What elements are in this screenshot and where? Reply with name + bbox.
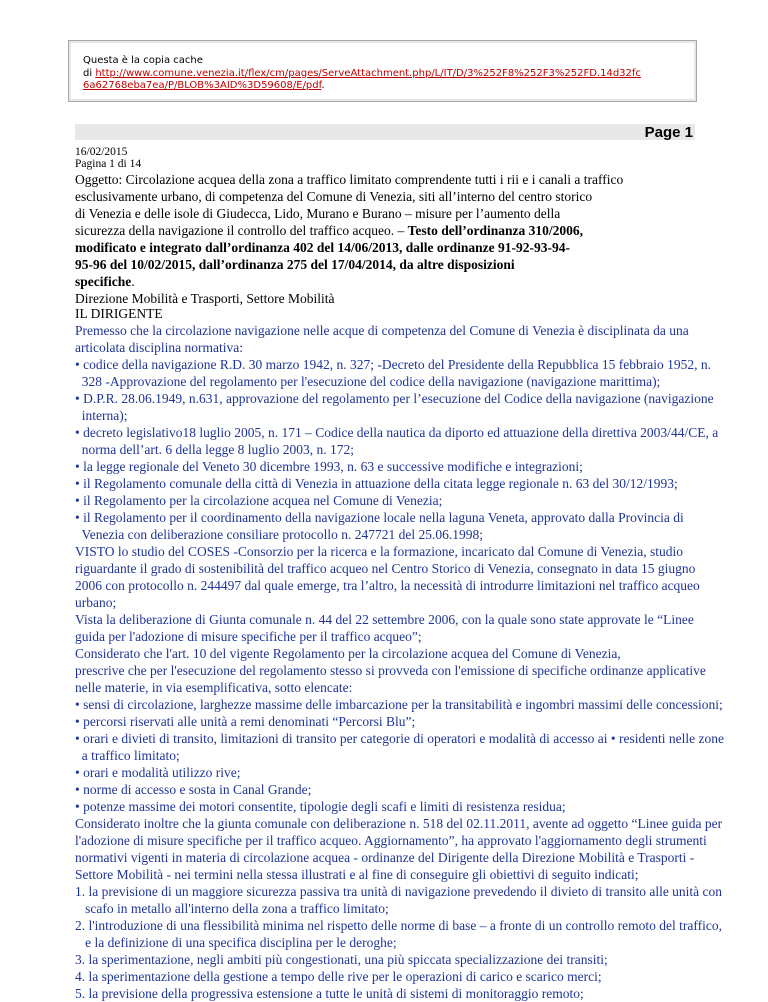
body-line: scafo in metallo all'interno della zona a traffico limitato; [75,901,389,916]
body-line: Considerato che l'art. 10 del vigente Regolamento per la circolazione acquea del Comune di Venezia, [75,646,621,661]
subject-line-mixed [75,222,705,239]
body-line: 5. la previsione della progressiva estensione a tutte le unità di sistemi di monitoraggio remoto; [75,986,584,1001]
body-line: prescrive che per l'esecuzione del regolamento stesso si provveda con l'emissione di specifiche ordinanze applicative [75,663,706,678]
subject-bold: modificato e integrato dall’ordinanza 402 del 14/06/2013, dalle ordinanze 91-92-93-94- [75,240,570,255]
page-number-label: Page 1 [644,124,693,141]
body-text [75,322,724,1002]
doc-date: 16/02/2015 [75,146,128,158]
body-line: • norme di accesso e sosta in Canal Grande; [75,782,312,797]
body-line: • orari e modalità utilizzo rive; [75,765,241,780]
body-line: 2006 con protocollo n. 244497 dal quale emerge, tra l’altro, la necessità di introdurre limitazioni nel traffico acqueo [75,578,700,593]
cache-notice [68,40,697,102]
document-body [75,305,724,1002]
body-line: norma dell’art. 6 della legge 8 luglio 2003, n. 172; [75,442,354,457]
subject-line [75,256,705,273]
document-header [75,146,705,307]
body-line: • la legge regionale del Veneto 30 dicembre 1993, n. 63 e successive modifiche e integrazioni; [75,459,583,474]
doc-direzione: Direzione Mobilità e Trasporti, Settore Mobilità [75,291,335,306]
doc-page-count: Pagina 1 di 14 [75,158,142,170]
body-line: Venezia con deliberazione consiliare protocollo n. 247721 del 25.06.1998; [75,527,484,542]
subject-line: Oggetto: Circolazione acquea della zona a traffico limitato comprendente tutti i rii e i canali a traffico [75,172,624,187]
cache-source-link[interactable] [83,68,641,92]
cache-url-part2[interactable]: 6a62768eba7ea/P/BLOB%3AID%3D59608/E/pdf [83,80,322,91]
subject-lead: sicurezza della navigazione il controllo del traffico acqueo. – [75,223,408,238]
subject-line: di Venezia e delle isole di Giudecca, Lido, Murano e Burano – misure per l’aumento della [75,206,561,221]
body-line: e la definizione di una specifica disciplina per le deroghe; [75,935,397,950]
cache-notice-title: Questa è la copia cache [83,55,203,66]
body-line: • sensi di circolazione, larghezze massime delle imbarcazione per la transitabilità e ingombri massimi delle concessioni; [75,697,723,712]
body-line: Vista la deliberazione di Giunta comunale n. 44 del 22 settembre 2006, con la quale sono state approvate le “Linee [75,612,694,627]
cache-suffix: . [321,80,325,91]
subject-bold: Testo dell’ordinanza 310/2006, [407,223,583,238]
body-line: VISTO lo studio del COSES -Consorzio per la ricerca e la formazione, incaricato dal Comune di Venezia, studio [75,544,683,559]
cache-notice-source [83,68,696,93]
body-line: urbano; [75,595,117,610]
body-line: l'adozione di misure specifiche per il traffico acqueo. Aggiornamento”, ha approvato l'aggiornamento degli strumenti [75,833,707,848]
body-line: • potenze massime dei motori consentite, tipologie degli scafi e limiti di resistenza residua; [75,799,566,814]
subject-line [75,273,705,290]
body-line: normativi vigenti in materia di circolazione acquea - ordinanze del Dirigente della Direzione Mobilità e Trasporti - [75,850,695,865]
body-line: a traffico limitato; [75,748,180,763]
body-line: 4. la sperimentazione della gestione a tempo delle rive per le operazioni di carico e scarico merci; [75,969,602,984]
subject-line [75,239,705,256]
subject-bold: 95-96 del 10/02/2015, dall’ordinanza 275 del 17/04/2014, da altre disposizioni [75,257,515,272]
body-line: Settore Mobilità - nei termini nella stessa illustrati e al fine di conseguire gli obiettivi di seguito indicati; [75,867,639,882]
body-line: nelle materie, in via esemplificativa, sotto elencate: [75,680,353,695]
body-line: 2. l'introduzione di una flessibilità minima nel rispetto delle norme di base – a fronte di un controllo remoto del traffico, [75,918,723,933]
body-line: • il Regolamento per la circolazione acquea nel Comune di Venezia; [75,493,443,508]
body-line: riguardante il grado di sostenibilità del traffico acqueo nel Centro Storico di Venezia, consegnato in data 15 giugno [75,561,696,576]
cache-url-part1[interactable]: http://www.comune.venezia.it/flex/cm/pages/ServeAttachment.php/L/IT/D/3%252F8%252F3%252FD.14d32fc [95,67,641,79]
body-line: • il Regolamento comunale della città di Venezia in attuazione della citata legge regionale n. 63 del 30/12/1993; [75,476,678,491]
subject-line: esclusivamente urbano, di competenza del Comune di Venezia, siti all’interno del centro storico [75,189,593,204]
body-line: interna); [75,408,128,423]
body-line: • D.P.R. 28.06.1949, n.631, approvazione del regolamento per l’esecuzione del Codice della navigazione (navigazione [75,391,714,406]
dirigente-heading: IL DIRIGENTE [75,306,163,321]
cache-prefix: di [83,67,96,79]
subject-end: . [131,274,135,289]
body-line: • codice della navigazione R.D. 30 marzo 1942, n. 327; -Decreto del Presidente della Repubblica 15 febbraio 1952, n. [75,357,712,372]
subject-bold: specifiche [75,274,132,289]
body-line: guida per l'adozione di misure specifiche per il traffico acqueo”; [75,629,422,644]
body-line: • decreto legislativo18 luglio 2005, n. 171 – Codice della nautica da diporto ed attuazione della direttiva 2003/44/CE, a [75,425,719,440]
body-line: • orari e divieti di transito, limitazioni di transito per categorie di operatori e modalità di accesso ai • residenti nelle zone [75,731,724,746]
body-line: 1. la previsione di un maggiore sicurezza passiva tra unità di navigazione prevedendo il divieto di transito alle unità con [75,884,723,899]
body-line: articolata disciplina normativa: [75,340,243,355]
body-line: Premesso che la circolazione navigazione nelle acque di competenza del Comune di Venezia è disciplinata da una [75,323,689,338]
body-line: 3. la sperimentazione, negli ambiti più congestionati, una più spiccata specializzazione dei transiti; [75,952,608,967]
body-line: • percorsi riservati alle unità a remi denominati “Percorsi Blu”; [75,714,416,729]
page-header-bar [75,124,695,140]
doc-subject [75,171,705,290]
body-line: • il Regolamento per il coordinamento della navigazione locale nella laguna Veneta, approvato dalla Provincia di [75,510,684,525]
body-line: 328 -Approvazione del regolamento per l'esecuzione del codice della navigazione (navigazione marittima); [75,374,661,389]
body-line: Considerato inoltre che la giunta comunale con deliberazione n. 518 del 02.11.2011, avente ad oggetto “Linee guida per [75,816,723,831]
